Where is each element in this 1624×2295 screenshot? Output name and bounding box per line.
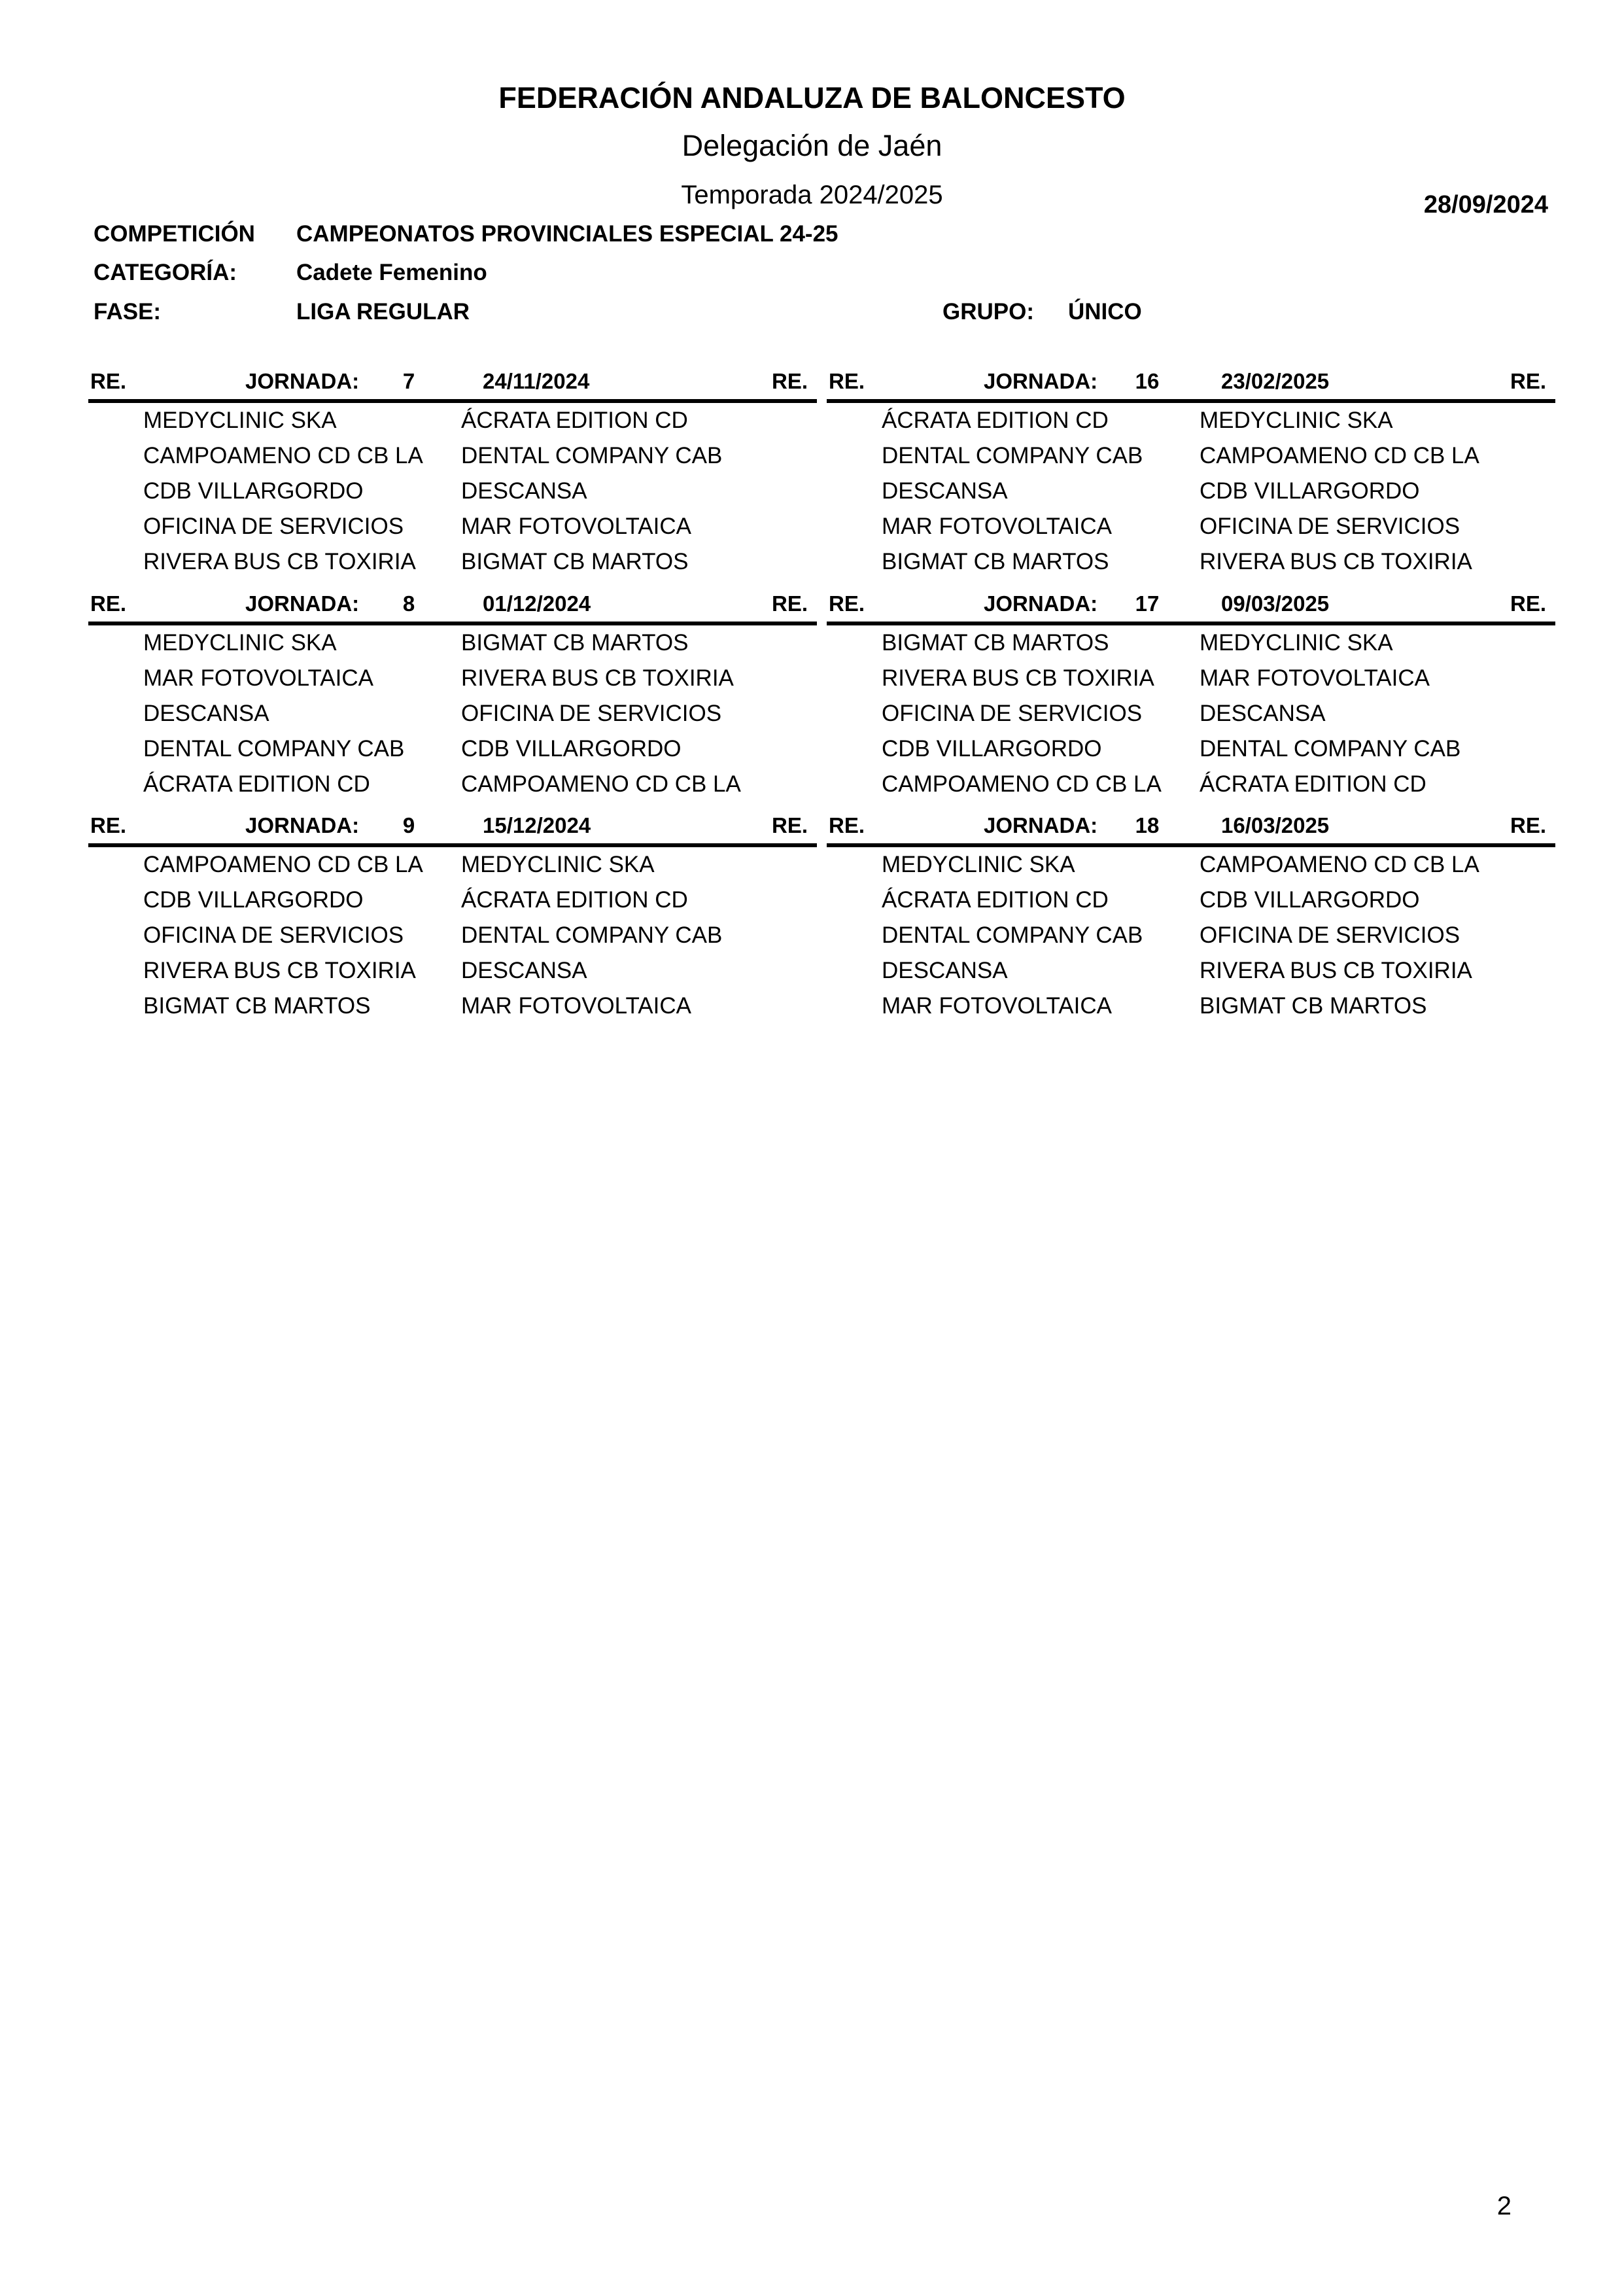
- round-date: 23/02/2025: [1221, 369, 1330, 393]
- home-team: OFICINA DE SERVICIOS: [882, 701, 1143, 726]
- match-row: [88, 883, 817, 918]
- home-team: CAMPOAMENO CD CB LA: [143, 443, 423, 468]
- away-team: OFICINA DE SERVICIOS: [461, 701, 722, 726]
- match-row: [827, 767, 1555, 802]
- result-label: RE.: [771, 369, 808, 393]
- home-team: CAMPOAMENO CD CB LA: [882, 771, 1162, 797]
- home-team: MAR FOTOVOLTAICA: [143, 665, 373, 691]
- home-team: DENTAL COMPANY CAB: [882, 922, 1143, 948]
- round-number: 16: [1135, 369, 1160, 393]
- category-label: CATEGORÍA:: [94, 260, 237, 285]
- round-block: [827, 808, 1555, 1024]
- away-team: BIGMAT CB MARTOS: [1200, 993, 1427, 1019]
- round-header: [88, 364, 817, 403]
- match-row: [88, 767, 817, 802]
- match-row: [827, 403, 1555, 438]
- home-team: DENTAL COMPANY CAB: [143, 736, 405, 762]
- home-team: ÁCRATA EDITION CD: [882, 887, 1109, 913]
- home-team: MAR FOTOVOLTAICA: [882, 514, 1112, 539]
- match-row: [88, 474, 817, 509]
- away-team: ÁCRATA EDITION CD: [461, 887, 688, 913]
- result-label: RE.: [90, 591, 127, 616]
- away-team: DESCANSA: [461, 958, 587, 983]
- round-block: [88, 364, 817, 580]
- round-header: [827, 808, 1555, 847]
- result-label: RE.: [90, 369, 127, 393]
- home-team: DESCANSA: [143, 701, 269, 726]
- round-label: JORNADA:: [245, 591, 360, 616]
- home-team: MEDYCLINIC SKA: [882, 852, 1075, 877]
- match-row: [827, 509, 1555, 544]
- round-date: 24/11/2024: [483, 369, 590, 393]
- away-team: MAR FOTOVOLTAICA: [461, 514, 691, 539]
- home-team: DESCANSA: [882, 478, 1008, 504]
- round-label: JORNADA:: [245, 813, 360, 837]
- match-row: [827, 953, 1555, 989]
- home-team: CAMPOAMENO CD CB LA: [143, 852, 423, 877]
- match-row: [88, 544, 817, 580]
- away-team: DENTAL COMPANY CAB: [1200, 736, 1461, 762]
- away-team: CAMPOAMENO CD CB LA: [1200, 443, 1479, 468]
- home-team: RIVERA BUS CB TOXIRIA: [143, 958, 416, 983]
- result-label: RE.: [1510, 369, 1546, 393]
- away-team: MEDYCLINIC SKA: [1200, 630, 1393, 656]
- away-team: MEDYCLINIC SKA: [1200, 408, 1393, 433]
- round-date: 01/12/2024: [483, 591, 591, 616]
- round-label: JORNADA:: [245, 369, 360, 393]
- home-team: RIVERA BUS CB TOXIRIA: [143, 549, 416, 574]
- match-row: [88, 509, 817, 544]
- match-row: [88, 847, 817, 883]
- away-team: BIGMAT CB MARTOS: [461, 630, 689, 656]
- match-row: [827, 438, 1555, 474]
- page-title: FEDERACIÓN ANDALUZA DE BALONCESTO: [498, 81, 1126, 114]
- round-number: 9: [402, 813, 415, 837]
- round-header: [88, 808, 817, 847]
- away-team: CDB VILLARGORDO: [461, 736, 682, 762]
- round-header: [88, 586, 817, 625]
- away-team: OFICINA DE SERVICIOS: [1200, 922, 1460, 948]
- home-team: DENTAL COMPANY CAB: [882, 443, 1143, 468]
- round-header: [827, 364, 1555, 403]
- away-team: DENTAL COMPANY CAB: [461, 443, 723, 468]
- competition-label: COMPETICIÓN: [94, 221, 255, 247]
- match-row: [827, 731, 1555, 767]
- group-value: ÚNICO: [1068, 299, 1142, 324]
- round-block: [827, 364, 1555, 580]
- away-team: CDB VILLARGORDO: [1200, 887, 1420, 913]
- away-team: MAR FOTOVOLTAICA: [461, 993, 691, 1019]
- away-team: CAMPOAMENO CD CB LA: [1200, 852, 1479, 877]
- round-label: JORNADA:: [984, 813, 1098, 837]
- home-team: DESCANSA: [882, 958, 1008, 983]
- round-block: [88, 586, 817, 802]
- away-team: RIVERA BUS CB TOXIRIA: [1200, 549, 1472, 574]
- match-row: [88, 953, 817, 989]
- phase-value: LIGA REGULAR: [296, 299, 470, 324]
- round-label: JORNADA:: [984, 369, 1098, 393]
- match-row: [88, 661, 817, 696]
- round-number: 7: [402, 369, 415, 393]
- phase-label: FASE:: [94, 299, 162, 324]
- match-row: [827, 544, 1555, 580]
- category-value: Cadete Femenino: [296, 260, 487, 285]
- home-team: BIGMAT CB MARTOS: [882, 549, 1109, 574]
- match-row: [827, 625, 1555, 661]
- match-row: [88, 438, 817, 474]
- home-team: ÁCRATA EDITION CD: [143, 771, 370, 797]
- away-team: MAR FOTOVOLTAICA: [1200, 665, 1430, 691]
- away-team: CDB VILLARGORDO: [1200, 478, 1420, 504]
- round-label: JORNADA:: [984, 591, 1098, 616]
- match-row: [88, 989, 817, 1024]
- round-number: 17: [1135, 591, 1160, 616]
- away-team: CAMPOAMENO CD CB LA: [461, 771, 741, 797]
- away-team: RIVERA BUS CB TOXIRIA: [1200, 958, 1472, 983]
- page-number: 2: [1496, 2192, 1512, 2220]
- competition-value: CAMPEONATOS PROVINCIALES ESPECIAL 24-25: [296, 221, 838, 247]
- group-label: GRUPO:: [942, 299, 1034, 324]
- away-team: DENTAL COMPANY CAB: [461, 922, 723, 948]
- page-subtitle: Delegación de Jaén: [682, 129, 942, 162]
- match-row: [827, 474, 1555, 509]
- match-row: [827, 883, 1555, 918]
- home-team: MEDYCLINIC SKA: [143, 408, 337, 433]
- match-row: [827, 661, 1555, 696]
- match-row: [88, 731, 817, 767]
- home-team: CDB VILLARGORDO: [143, 478, 364, 504]
- home-team: RIVERA BUS CB TOXIRIA: [882, 665, 1154, 691]
- away-team: BIGMAT CB MARTOS: [461, 549, 689, 574]
- match-row: [88, 625, 817, 661]
- home-team: MAR FOTOVOLTAICA: [882, 993, 1112, 1019]
- away-team: DESCANSA: [1200, 701, 1326, 726]
- home-team: OFICINA DE SERVICIOS: [143, 514, 404, 539]
- result-label: RE.: [829, 591, 865, 616]
- round-date: 15/12/2024: [483, 813, 591, 837]
- result-label: RE.: [829, 813, 865, 837]
- home-team: ÁCRATA EDITION CD: [882, 408, 1109, 433]
- match-row: [827, 696, 1555, 731]
- print-date: 28/09/2024: [1423, 191, 1548, 219]
- result-label: RE.: [829, 369, 865, 393]
- home-team: CDB VILLARGORDO: [143, 887, 364, 913]
- home-team: BIGMAT CB MARTOS: [882, 630, 1109, 656]
- away-team: OFICINA DE SERVICIOS: [1200, 514, 1460, 539]
- season-label: Temporada 2024/2025: [681, 181, 943, 209]
- match-row: [88, 403, 817, 438]
- round-number: 18: [1135, 813, 1160, 837]
- away-team: RIVERA BUS CB TOXIRIA: [461, 665, 734, 691]
- away-team: ÁCRATA EDITION CD: [1200, 771, 1426, 797]
- home-team: BIGMAT CB MARTOS: [143, 993, 371, 1019]
- round-block: [88, 808, 817, 1024]
- match-row: [827, 989, 1555, 1024]
- home-team: CDB VILLARGORDO: [882, 736, 1102, 762]
- match-row: [827, 918, 1555, 953]
- match-row: [88, 696, 817, 731]
- away-team: ÁCRATA EDITION CD: [461, 408, 688, 433]
- result-label: RE.: [1510, 813, 1546, 837]
- result-label: RE.: [771, 591, 808, 616]
- match-row: [88, 918, 817, 953]
- round-date: 16/03/2025: [1221, 813, 1330, 837]
- result-label: RE.: [1510, 591, 1546, 616]
- round-header: [827, 586, 1555, 625]
- round-block: [827, 586, 1555, 802]
- round-number: 8: [402, 591, 415, 616]
- round-date: 09/03/2025: [1221, 591, 1330, 616]
- away-team: DESCANSA: [461, 478, 587, 504]
- home-team: MEDYCLINIC SKA: [143, 630, 337, 656]
- away-team: MEDYCLINIC SKA: [461, 852, 655, 877]
- match-row: [827, 847, 1555, 883]
- result-label: RE.: [771, 813, 808, 837]
- home-team: OFICINA DE SERVICIOS: [143, 922, 404, 948]
- result-label: RE.: [90, 813, 127, 837]
